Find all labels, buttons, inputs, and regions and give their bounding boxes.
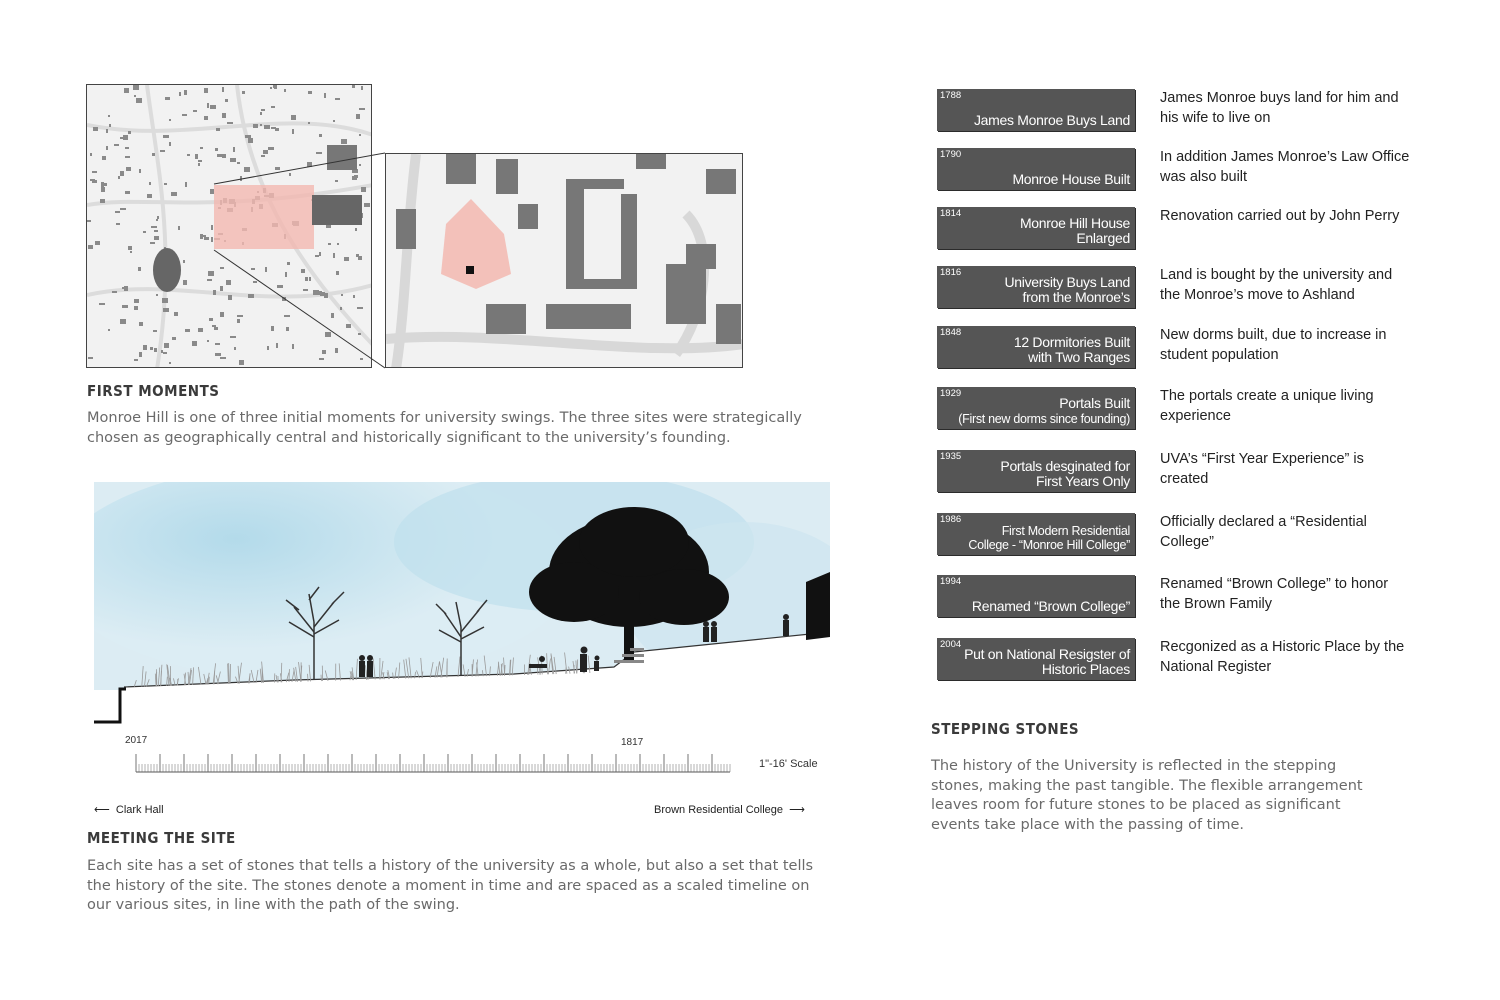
- timeline-entry: [937, 513, 1407, 557]
- timeline-description: Renovation carried out by John Perry: [1160, 208, 1400, 224]
- timeline-title: Put on National Resigster of Historic Places: [964, 646, 1130, 677]
- timeline-year: 1935: [940, 451, 962, 462]
- timeline-description: UVA’s “First Year Experience” is created: [1160, 451, 1364, 487]
- timeline-stone: [937, 638, 1135, 680]
- scale-note: 1"-16' Scale: [759, 758, 818, 770]
- timeline-description: Officially declared a “Residential College”: [1160, 514, 1367, 550]
- timeline-description: The portals create a unique living experience: [1160, 388, 1374, 424]
- year-2017-label: 2017: [125, 735, 148, 746]
- scale-ruler: [94, 730, 830, 790]
- timeline-stone: [937, 89, 1135, 131]
- timeline-title: Monroe Hill House Enlarged: [1019, 215, 1130, 246]
- timeline-stone: [937, 266, 1135, 308]
- meeting-site-text: Each site has a set of stones that tells a history of the university as a whole, but also a set that tells the history of the site. The stones denote a moment in time and are spaced as a scaled timeline on our various sites, in line with the path of the swing.: [87, 858, 814, 913]
- timeline-title: Portals Built: [1059, 395, 1130, 411]
- timeline-stone: [937, 148, 1135, 190]
- timeline-scale: [94, 730, 830, 790]
- site-section-drawing: [94, 482, 830, 724]
- timeline-entry: [937, 89, 1407, 133]
- timeline-description: James Monroe buys land for him and his wife to live on: [1160, 90, 1399, 126]
- timeline-stone: [937, 207, 1135, 249]
- timeline-entry: [937, 326, 1407, 370]
- timeline-stone: [937, 575, 1135, 617]
- timeline-description: New dorms built, due to increase in student population: [1160, 327, 1387, 363]
- timeline-year: 1816: [940, 267, 962, 278]
- first-moments-text: Monroe Hill is one of three initial moments for university swings. The three sites were strategically chosen as geographically central and historically significant to the university’s founding.: [87, 410, 802, 446]
- timeline-stone: [937, 450, 1135, 492]
- timeline-year: 1929: [940, 388, 962, 399]
- timeline-title: James Monroe Buys Land: [973, 112, 1130, 128]
- timeline-description: Recgonized as a Historic Place by the National Register: [1160, 639, 1405, 675]
- timeline-entry: [937, 575, 1407, 619]
- timeline-entry: [937, 207, 1407, 251]
- timeline-entry: [937, 450, 1407, 494]
- timeline-entry: [937, 266, 1407, 310]
- timeline-stone: [937, 513, 1135, 555]
- timeline-stone: [937, 387, 1135, 429]
- right-arrow-icon: ⟶: [783, 804, 805, 816]
- left-arrow-icon: ⟵: [94, 804, 116, 816]
- timeline-title: University Buys Land from the Monroe’s: [1004, 274, 1130, 305]
- stepping-stones-text: The history of the University is reflected in the stepping stones, making the past tangible. The flexible arrangement leaves room for future stones to be placed as significant events take place with the passing of time.: [931, 758, 1363, 833]
- timeline-year: 1814: [940, 208, 962, 219]
- clark-hall-label: Clark Hall: [115, 804, 164, 816]
- timeline-description: Land is bought by the university and the Monroe’s move to Ashland: [1160, 267, 1393, 303]
- timeline-title: 12 Dormitories Built with Two Ranges: [1013, 334, 1130, 365]
- timeline-title: First Modern Residential College - “Monroe Hill College”: [968, 524, 1130, 552]
- timeline-title: Monroe House Built: [1012, 171, 1130, 187]
- timeline-year: 1790: [940, 149, 962, 160]
- timeline-title: Renamed “Brown College”: [971, 598, 1130, 614]
- year-1817-label: 1817: [621, 737, 644, 748]
- timeline-year: 2004: [940, 639, 962, 650]
- timeline-year: 1848: [940, 327, 962, 338]
- first-moments-heading: FIRST MOMENTS: [87, 382, 220, 400]
- timeline-entry: [937, 638, 1407, 682]
- timeline-entry: [937, 148, 1410, 192]
- brown-college-direction: [654, 803, 805, 816]
- timeline-description: Renamed “Brown College” to honor the Brown Family: [1160, 576, 1389, 612]
- stepping-stones-heading: STEPPING STONES: [931, 720, 1080, 738]
- clark-hall-direction: [94, 803, 164, 816]
- brown-college-label: Brown Residential College: [654, 804, 784, 816]
- timeline-title: Portals desginated for First Years Only: [1000, 458, 1130, 489]
- timeline-year: 1986: [940, 514, 962, 525]
- site-context-map: [86, 84, 372, 368]
- timeline-entry: [937, 387, 1407, 431]
- timeline-description: In addition James Monroe’s Law Office was also built: [1160, 149, 1410, 185]
- timeline-stone: [937, 326, 1135, 368]
- meeting-site-heading: MEETING THE SITE: [87, 829, 236, 847]
- timeline-year: 1788: [940, 90, 962, 101]
- timeline-subtitle: (First new dorms since founding): [958, 412, 1130, 426]
- timeline-year: 1994: [940, 576, 962, 587]
- site-detail-map: [385, 153, 743, 368]
